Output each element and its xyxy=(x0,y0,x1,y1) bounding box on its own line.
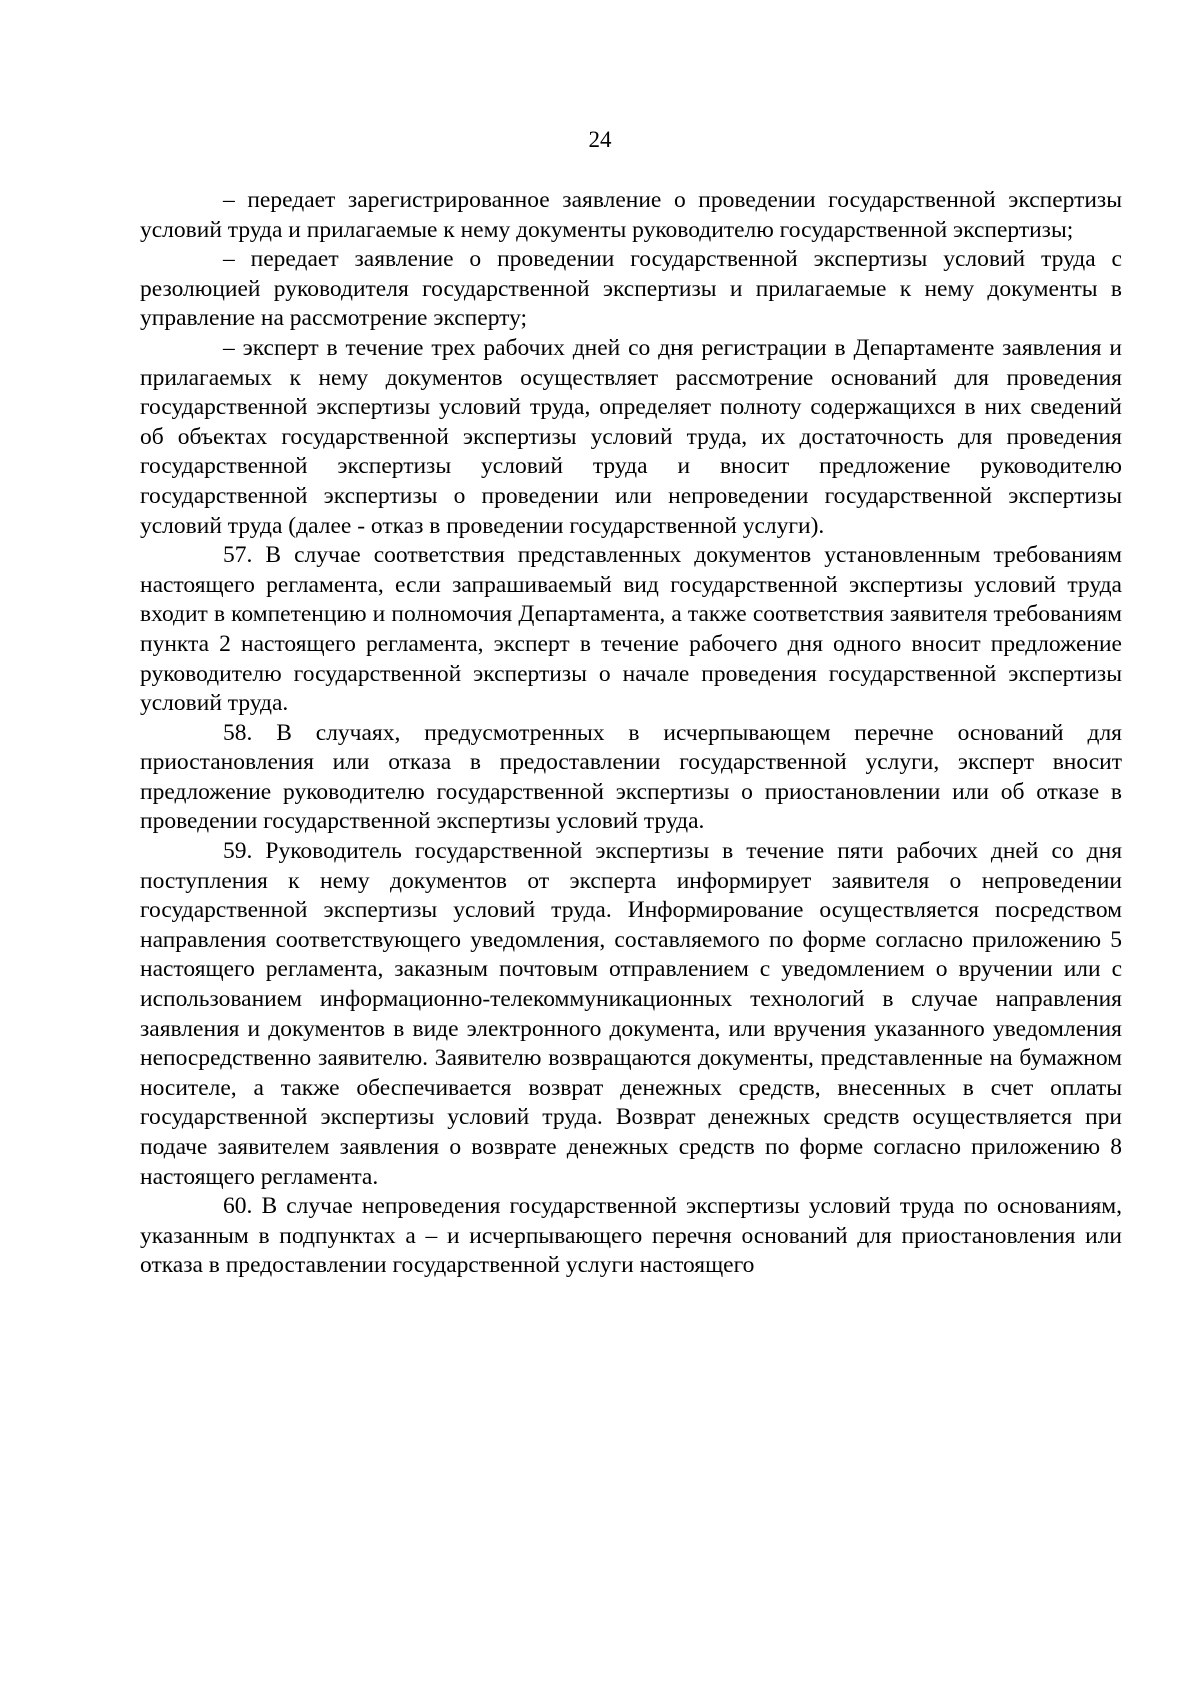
page-number: 24 xyxy=(588,127,612,152)
paragraph-expert-review: – эксперт в течение трех рабочих дней со дня регистрации в Департаменте заявления и прилагаемых к нему документов осуществляет рассмотрение оснований для проведения государственной экспертизы условий труда, определяет полноту содержащихся в них сведений об объектах государственной экспертизы условий труда, их достаточность для проведения государственной экспертизы условий труда и вносит предложение руководителю государственной экспертизы о проведении или непроведении государственной экспертизы условий труда (далее - отказ в проведении государственной услуги). xyxy=(140,334,1122,539)
paragraph-transfer-registered-application: – передает зарегистрированное заявление о проведении государственной экспертизы условий труда и прилагаемые к нему документы руководителю государственной экспертизы; xyxy=(140,187,1122,243)
document-body xyxy=(140,186,1122,1281)
paragraph-57: 57. В случае соответствия представленных документов установленным требованиям настоящего регламента, если запрашиваемый вид государственной экспертизы условий труда входит в компетенцию и полномочия Департамента, а также соответствия заявителя требованиям пункта 2 настоящего регламента, эксперт в течение рабочего дня одного вносит предложение руководителю государственной экспертизы о начале проведения государственной экспертизы условий труда. xyxy=(140,542,1122,717)
paragraph-59: 59. Руководитель государственной экспертизы в течение пяти рабочих дней со дня поступления к нему документов от эксперта информирует заявителя о непроведении государственной экспертизы условий труда. Информирование осуществляется посредством направления соответствующего уведомления, составляемого по форме согласно приложению 5 настоящего регламента, заказным почтовым отправлением с уведомлением о вручении или с использованием информационно-телекоммуникационных технологий в случае направления заявления и документов в виде электронного документа, или вручения указанного уведомления непосредственно заявителю. Заявителю возвращаются документы, представленные на бумажном носителе, а также обеспечивается возврат денежных средств, внесенных в счет оплаты государственной экспертизы условий труда. Возврат денежных средств осуществляется при подаче заявителем заявления о возврате денежных средств по форме согласно приложению 8 настоящего регламента. xyxy=(140,838,1122,1190)
paragraph-transfer-with-resolution: – передает заявление о проведении государственной экспертизы условий труда с резолюцией руководителя государственной экспертизы и прилагаемые к нему документы в управление на рассмотрение эксперту; xyxy=(140,246,1122,332)
paragraph-58: 58. В случаях, предусмотренных в исчерпывающем перечне оснований для приостановления или отказа в предоставлении государственной услуги, эксперт вносит предложение руководителю государственной экспертизы о приостановлении или об отказе в проведении государственной экспертизы условий труда. xyxy=(140,719,1122,835)
paragraph-60: 60. В случае непроведения государственной экспертизы условий труда по основаниям, указанным в подпунктах а – и исчерпывающего перечня оснований для приостановления или отказа в предоставлении государственной услуги настоящего xyxy=(140,1193,1122,1279)
